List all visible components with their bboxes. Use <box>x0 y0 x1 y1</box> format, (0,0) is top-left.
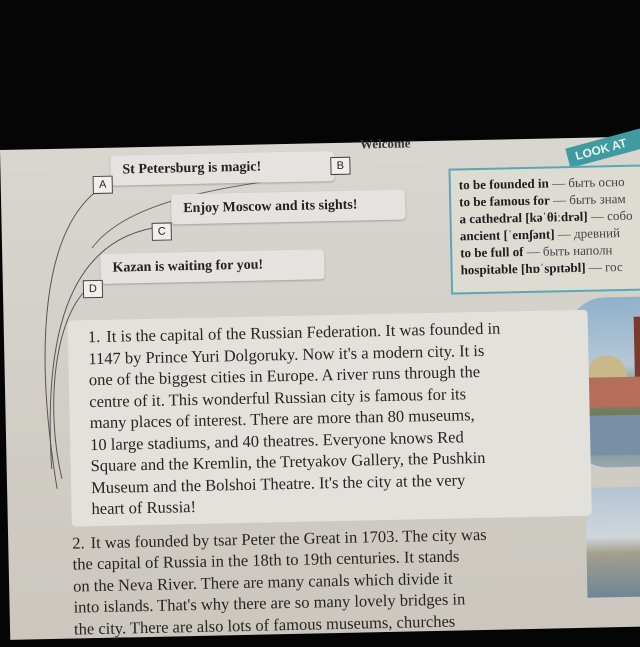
vocab-row: a cathedral [kəˈθiːdrəl] — собо <box>459 207 633 227</box>
vocab-row: to be famous for — быть знам <box>459 190 626 210</box>
text-1-line: one of the biggest cities in Europe. A river runs through the <box>88 361 481 390</box>
text-1-line: 1. It is the capital of the Russian Federation. It was founded in <box>87 318 501 347</box>
text-1-line: Square and the Kremlin, the Tretyakov Gallery, the Pushkin <box>90 447 486 476</box>
text-1-line: 1147 by Prince Yuri Dolgoruky. Now it's a modern city. It is <box>88 340 485 368</box>
sticker-a <box>110 151 335 186</box>
sticker-d-text: Kazan is waiting for you! <box>112 257 264 276</box>
vocab-row: ancient [ˈeɪnʃənt] — древний <box>459 225 621 244</box>
text-1-line: Museum and the Bolshoi Theatre. It's the city at the very <box>90 469 466 497</box>
letter-box-c: C <box>152 222 172 240</box>
text-2-line: into islands. That's why there are so many lovely bridges in <box>73 589 466 617</box>
text-1 <box>68 310 592 526</box>
text-1-line: many places of interest. There are more than 80 museums, <box>89 405 475 433</box>
text-1-line: heart of Russia! <box>91 496 197 519</box>
vocab-row: hospitable [hɒˈspɪtəbl] — гос <box>460 258 623 278</box>
sticker-b-text: Welcome <box>359 135 411 152</box>
letter-box-b: B <box>330 157 350 175</box>
text-2-line: the capital of Russia in the 18th to 19th centuries. It stands <box>72 546 460 574</box>
text-1-line: centre of it. This wonderful Russian city is famous for its <box>89 383 467 411</box>
sticker-c <box>171 190 406 225</box>
text-2 <box>72 521 594 639</box>
textbook-page <box>0 137 640 640</box>
letter-box-a: A <box>93 176 113 194</box>
sticker-c-text: Enjoy Moscow and its sights! <box>183 197 358 217</box>
text-1-number: 1. <box>87 326 101 347</box>
text-2-number: 2. <box>72 532 85 553</box>
look-at-tab: LOOK AT <box>565 123 640 168</box>
vocab-row: to be full of — быть наполн <box>460 242 613 261</box>
vocab-row: to be founded in — быть осно <box>458 173 625 193</box>
text-2-line: 2. It was founded by tsar Peter the Great in 1703. The city was <box>72 524 487 553</box>
text-1-line: 10 large stadiums, and 40 theatres. Everyone knows Red <box>89 426 464 454</box>
sticker-d <box>100 249 325 284</box>
text-2-line: the city. There are also lots of famous museums, churches <box>73 611 456 639</box>
reading-texts <box>68 310 595 646</box>
city-photo <box>585 486 640 597</box>
text-2-line: on the Neva River. There are many canals which divide it <box>72 568 453 596</box>
vocabulary-box <box>448 164 640 295</box>
letter-box-d: D <box>83 280 103 298</box>
sticker-a-text: St Petersburg is magic! <box>122 159 262 178</box>
